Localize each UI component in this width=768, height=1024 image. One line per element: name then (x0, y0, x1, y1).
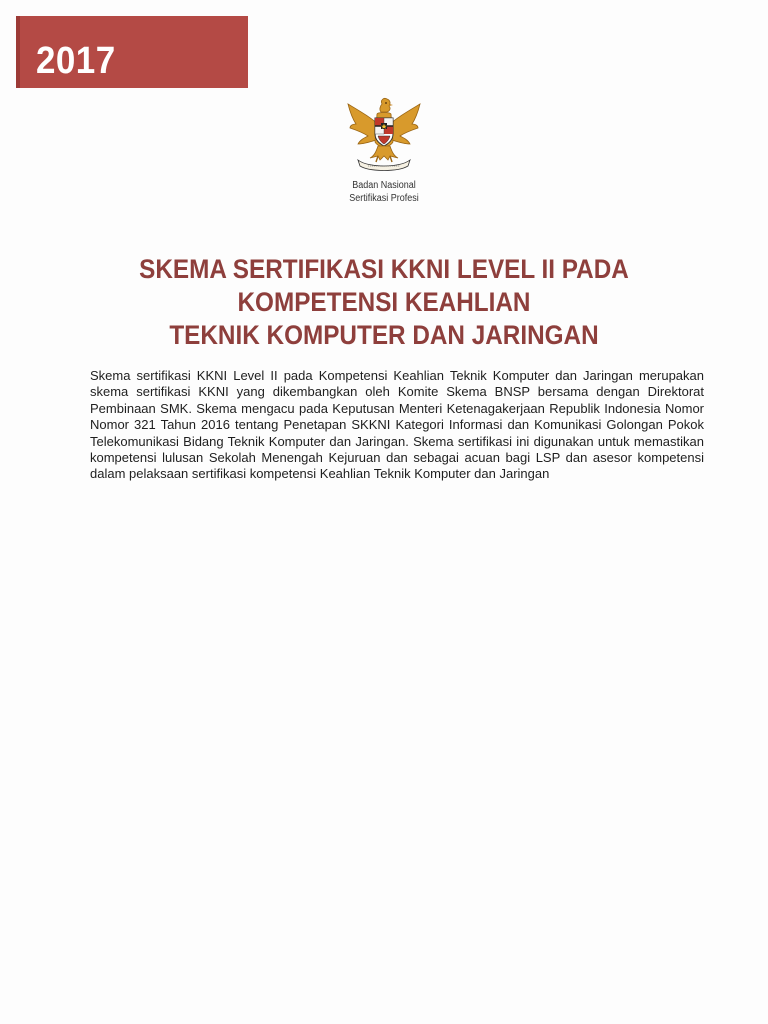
scheme-description: Skema sertifikasi KKNI Level II pada Kompetensi Keahlian Teknik Komputer dan Jaringan merupakan skema sertifikasi KKNI yang dikembangkan oleh Komite Skema BNSP bersama dengan Direktorat Pembinaan SMK. Skema mengacu pada Keputusan Menteri Ketenagakerjaan Republik Indonesia Nomor Nomor 321 Tahun 2016 tentang Penetapan SKKNI Kategori Informasi dan Komunikasi Golongan Pokok Telekomunikasi Bidang Teknik Komputer dan Jaringan. Skema sertifikasi ini digunakan untuk memastikan kompetensi lulusan Sekolah Menengah Kejuruan dan sebagai acuan bagi LSP dan asesor kompetensi dalam pelaksaan sertifikasi kompetensi Keahlian Teknik Komputer dan Jaringan (90, 368, 704, 482)
document-title-line1: SKEMA SERTIFIKASI KKNI LEVEL II PADA (139, 254, 629, 284)
document-title-line3: TEKNIK KOMPUTER DAN JARINGAN (169, 320, 599, 350)
year-label: 2017 (36, 40, 116, 82)
garuda-pancasila-emblem-icon (344, 96, 424, 176)
year-banner (16, 16, 248, 88)
org-name-line1: Badan Nasional (352, 180, 416, 191)
org-name-line2: Sertifikasi Profesi (349, 193, 419, 204)
document-title-line2: KOMPETENSI KEAHLIAN (237, 287, 531, 317)
